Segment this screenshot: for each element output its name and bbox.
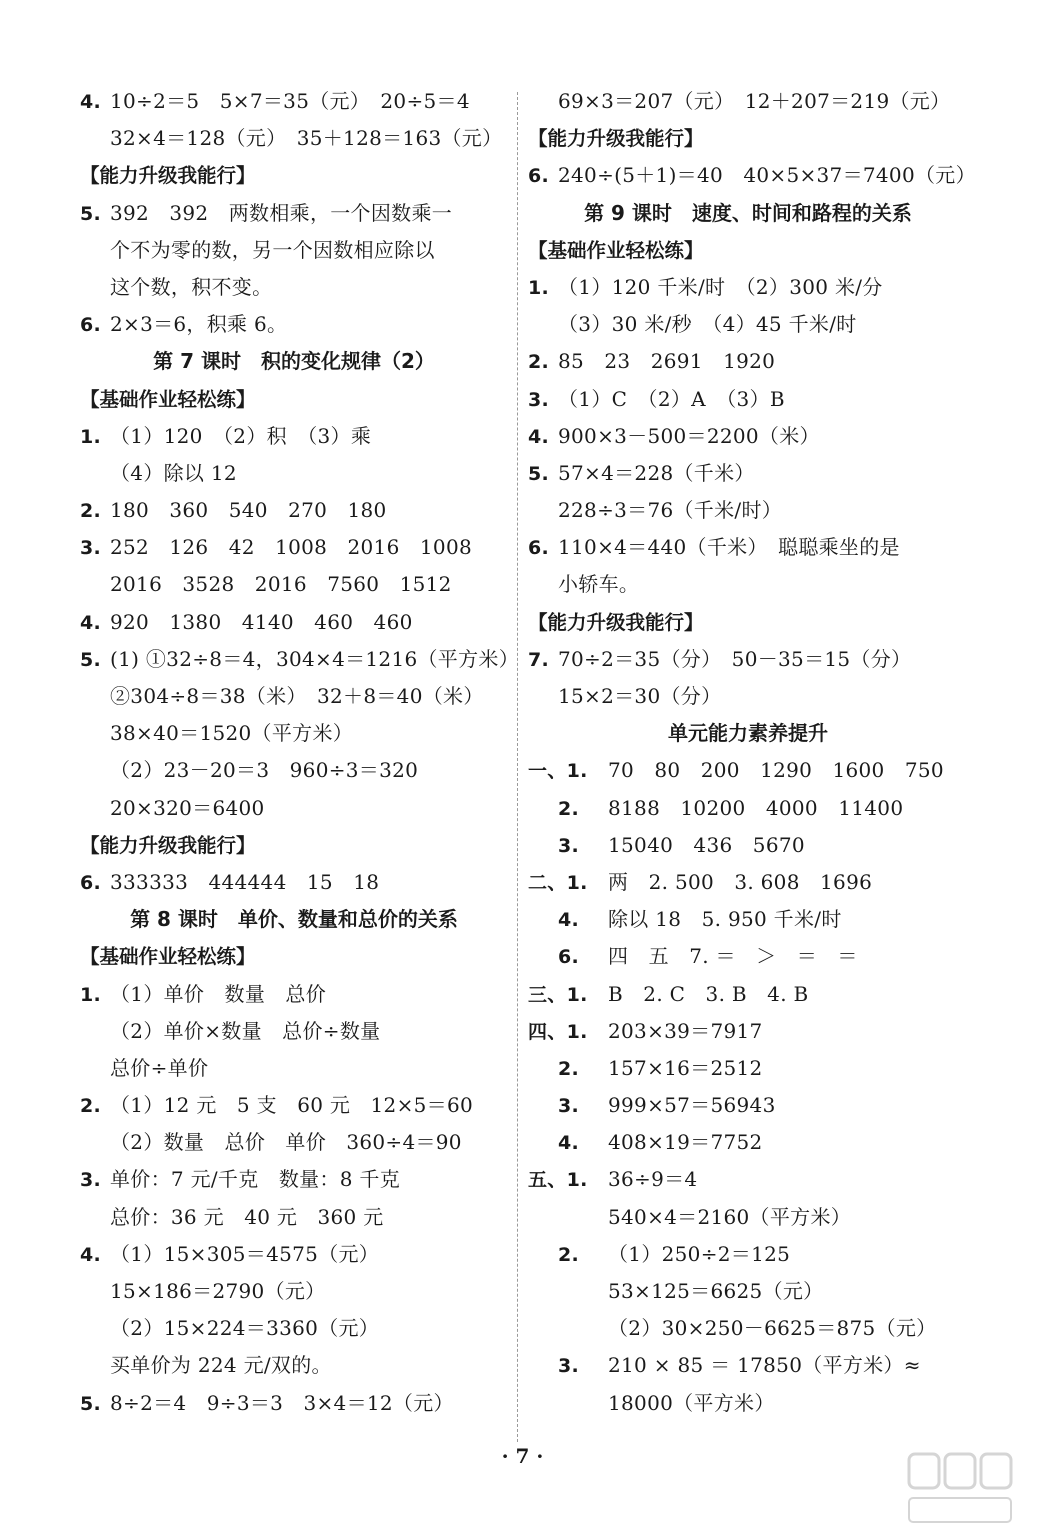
answer-line [528, 1273, 968, 1310]
answer-text: 210 × 85 ＝ 17850（平方米）≈ [608, 1353, 921, 1378]
answer-text: 10÷2＝5 5×7＝35（元） 20÷5＝4 [110, 89, 470, 113]
answer-line [80, 120, 508, 157]
answer-line [80, 529, 508, 566]
question-number: 3. [558, 834, 580, 857]
question-number: 一、1. [528, 760, 588, 783]
answer-line [80, 1347, 508, 1384]
answer-line [80, 1236, 508, 1273]
section-heading: 【能力升级我能行】 [80, 164, 256, 188]
section-heading: 【能力升级我能行】 [528, 610, 704, 634]
question-number: 1. [80, 425, 102, 448]
question-number: 4. [558, 1132, 580, 1155]
answer-text: （4）除以 12 [110, 460, 237, 485]
answer-text: 392 392 两数相乘，一个因数乘一 [110, 200, 453, 225]
answer-line [528, 1161, 968, 1198]
answer-text: （1）15×305＝4575（元） [110, 1241, 380, 1266]
answer-line [528, 641, 968, 678]
question-number: 6. [528, 165, 550, 188]
question-number: 1. [528, 276, 550, 299]
answer-line [80, 566, 508, 603]
answer-text: （2）数量 总价 单价 360÷4＝90 [110, 1130, 462, 1155]
question-number: 五、1. [528, 1169, 588, 1192]
answer-line [80, 641, 519, 678]
answer-line [80, 1124, 508, 1161]
answer-line [80, 306, 508, 343]
question-number: 5. [80, 648, 102, 671]
answer-line [528, 1347, 968, 1384]
question-number: 3. [558, 1095, 580, 1118]
answer-line [528, 827, 968, 864]
answer-line [528, 1124, 968, 1161]
answer-text: B 2. C 3. B 4. B [608, 981, 809, 1006]
answer-text: 总价÷单价 [110, 1055, 209, 1080]
answer-text: 18000（平方米） [608, 1390, 775, 1415]
answer-text: 333333 444444 15 18 [110, 869, 380, 894]
question-number: 6. [80, 314, 102, 337]
answer-line [528, 752, 968, 789]
answer-line [80, 455, 508, 492]
answer-line [528, 529, 968, 566]
answer-text: 38×40＝1520（平方米） [110, 721, 354, 746]
answer-line [528, 455, 968, 492]
answer-text: 四 五 7. ＝ ＞ ＝ ＝ [608, 944, 858, 969]
answer-text: 2016 3528 2016 7560 1512 [110, 572, 452, 597]
answer-line [528, 269, 968, 306]
answer-text: 买单价为 224 元/双的。 [110, 1353, 332, 1378]
answer-line [80, 790, 508, 827]
answer-line [528, 864, 968, 901]
answer-text: 110×4＝440（千米） 聪聪乘坐的是 [558, 535, 900, 560]
answer-text: 70 80 200 1290 1600 750 [608, 758, 944, 783]
answer-text: 999×57＝56943 [608, 1093, 776, 1118]
lesson-title: 第 8 课时 单价、数量和总价的关系 [130, 907, 458, 932]
answer-text: 两 2. 500 3. 608 1696 [608, 869, 873, 894]
answer-text: (1) ①32÷8＝4，304×4＝1216（平方米） [110, 646, 519, 671]
answer-line [528, 418, 968, 455]
answer-text: 小轿车。 [558, 572, 640, 597]
answer-text: （3）30 米/秒 （4）45 千米/时 [558, 312, 857, 337]
answer-text: （1）12 元 5 支 60 元 12×5＝60 [110, 1093, 474, 1118]
answer-text: 900×3－500＝2200（米） [558, 423, 820, 448]
left-column [80, 83, 519, 1422]
answer-text: 15×186＝2790（元） [110, 1279, 326, 1303]
answer-line [80, 1385, 508, 1422]
section-heading: 【基础作业轻松练】 [80, 387, 256, 411]
answer-line [80, 83, 508, 120]
question-number: 1. [80, 983, 102, 1006]
question-number: 5. [80, 202, 102, 225]
answer-text: 15040 436 5670 [608, 832, 805, 857]
answer-line [528, 1050, 968, 1087]
answer-text: 总价：36 元 40 元 360 元 [110, 1204, 384, 1229]
question-number: 5. [80, 1392, 102, 1415]
answer-text: （1）120 千米/时 （2）300 米/分 [558, 274, 883, 299]
answer-line [80, 1050, 508, 1087]
question-number: 4. [80, 1243, 102, 1266]
question-number: 4. [558, 909, 580, 932]
question-number: 2. [558, 1057, 580, 1080]
answer-line [528, 1199, 968, 1236]
answer-text: 85 23 2691 1920 [558, 349, 776, 374]
question-number: 3. [80, 537, 102, 560]
answer-text: 57×4＝228（千米） [558, 460, 755, 485]
answer-text: （1）单价 数量 总价 [110, 981, 327, 1006]
question-number: 3. [528, 388, 550, 411]
page-number: · 7 · [501, 1444, 544, 1468]
answer-line [528, 1385, 968, 1422]
answer-line [528, 678, 968, 715]
answer-line [80, 269, 508, 306]
answer-text: 20×320＝6400 [110, 795, 265, 820]
answer-text: （1）C （2）A （3）B [558, 386, 785, 411]
answer-text: ②304÷8＝38（米） 32＋8＝40（米） [110, 684, 484, 708]
column-divider [517, 92, 518, 1442]
answer-text: 252 126 42 1008 2016 1008 [110, 535, 472, 560]
answer-text: 240÷(5＋1)＝40 40×5×37＝7400（元） [558, 163, 976, 188]
answer-line [80, 864, 508, 901]
answer-line [80, 1310, 508, 1347]
answer-text: 69×3＝207（元） 12＋207＝219（元） [558, 89, 951, 113]
answer-line [528, 938, 968, 975]
answer-text: 540×4＝2160（平方米） [608, 1204, 852, 1229]
answer-text: （1）250÷2＝125 [608, 1241, 791, 1266]
answer-text: 8÷2＝4 9÷3＝3 3×4＝12（元） [110, 1390, 454, 1415]
answer-line [80, 195, 508, 232]
answer-line [528, 381, 968, 418]
section-heading: 【能力升级我能行】 [528, 127, 704, 151]
answer-line [528, 343, 968, 380]
answer-text: 32×4＝128（元） 35＋128＝163（元） [110, 126, 503, 151]
question-number: 5. [528, 462, 550, 485]
question-number: 3. [80, 1169, 102, 1192]
answer-text: 单价：7 元/千克 数量：8 千克 [110, 1167, 401, 1192]
answer-text: 个不为零的数，另一个因数相应除以 [110, 237, 435, 262]
lesson-title: 第 7 课时 积的变化规律（2） [153, 349, 435, 374]
question-number: 2. [528, 351, 550, 374]
answer-text: （2）15×224＝3360（元） [110, 1316, 380, 1341]
answer-line [80, 1013, 508, 1050]
answer-line [528, 566, 968, 603]
section-heading: 【基础作业轻松练】 [528, 238, 704, 262]
answer-line [80, 1161, 508, 1198]
question-number: 四、1. [528, 1020, 588, 1043]
answer-text: 157×16＝2512 [608, 1055, 763, 1080]
question-number: 3. [558, 1355, 580, 1378]
answer-text: 228÷3＝76（千米/时） [558, 498, 783, 523]
answer-text: 203×39＝7917 [608, 1018, 763, 1043]
answer-line [80, 1199, 508, 1236]
lesson-title: 单元能力素养提升 [668, 721, 828, 746]
answer-text: 除以 18 5. 950 千米/时 [608, 907, 842, 932]
question-number: 6. [558, 946, 580, 969]
answer-line [528, 83, 968, 120]
answer-line [528, 306, 968, 343]
answer-text: （2）单价×数量 总价÷数量 [110, 1018, 381, 1043]
answer-line [528, 492, 968, 529]
question-number: 4. [80, 91, 102, 113]
answer-text: （2）23－20＝3 960÷3＝320 [110, 758, 419, 783]
answer-line [528, 976, 968, 1013]
answer-line [80, 232, 508, 269]
answer-line [80, 1273, 508, 1310]
answer-line [528, 1310, 968, 1347]
question-number: 6. [528, 537, 550, 560]
question-number: 二、1. [528, 871, 588, 894]
section-heading: 【能力升级我能行】 [80, 833, 256, 857]
answer-text: 408×19＝7752 [608, 1130, 763, 1155]
question-number: 2. [558, 797, 580, 820]
question-number: 2. [80, 500, 102, 523]
answer-line [528, 790, 968, 827]
answer-text: 53×125＝6625（元） [608, 1279, 824, 1303]
answer-text: 180 360 540 270 180 [110, 498, 387, 523]
answer-text: 70÷2＝35（分） 50－35＝15（分） [558, 646, 912, 671]
answer-text: 2×3＝6，积乘 6。 [110, 312, 288, 337]
answer-text: 920 1380 4140 460 460 [110, 609, 413, 634]
question-number: 三、1. [528, 983, 588, 1006]
answer-line [528, 1087, 968, 1124]
right-column [528, 83, 976, 1422]
question-number: 4. [528, 425, 550, 448]
answer-text: （1）120 （2）积 （3）乘 [110, 423, 372, 448]
answer-text: 这个数，积不变。 [110, 274, 273, 299]
question-number: 2. [80, 1095, 102, 1118]
answer-line [80, 678, 508, 715]
section-heading: 【基础作业轻松练】 [80, 945, 256, 969]
answer-line [80, 976, 508, 1013]
answer-line [80, 1087, 508, 1124]
answer-line [528, 1013, 968, 1050]
answer-line [80, 752, 508, 789]
answer-text: 8188 10200 4000 11400 [608, 795, 904, 820]
answer-line [80, 604, 508, 641]
watermark-logo [905, 1448, 1015, 1528]
question-number: 2. [558, 1243, 580, 1266]
answer-line [528, 1236, 968, 1273]
question-number: 6. [80, 871, 102, 894]
answer-text: （2）30×250－6625＝875（元） [608, 1316, 937, 1341]
answer-text: 36÷9＝4 [608, 1167, 698, 1192]
question-number: 7. [528, 648, 550, 671]
lesson-title: 第 9 课时 速度、时间和路程的关系 [584, 200, 912, 225]
answer-line [528, 901, 968, 938]
answer-line [80, 418, 508, 455]
answer-line [528, 157, 976, 194]
answer-line [80, 492, 508, 529]
question-number: 4. [80, 611, 102, 634]
answer-text: 15×2＝30（分） [558, 684, 722, 708]
answer-line [80, 715, 508, 752]
